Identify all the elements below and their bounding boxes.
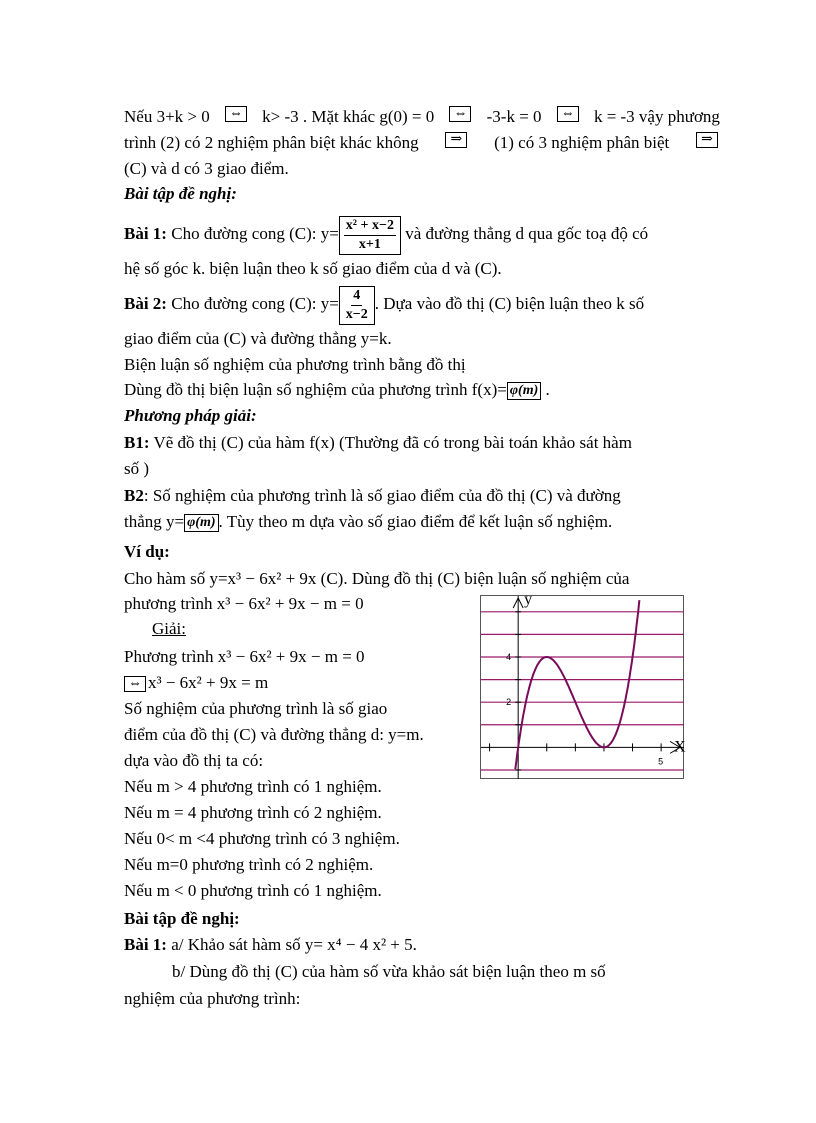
cubic-curve — [515, 600, 639, 769]
text-segment: x³ − 6x² + 9x = m — [148, 673, 269, 692]
step-b1 — [124, 432, 720, 454]
solution-line: dựa vào đồ thị ta có: — [124, 751, 264, 770]
section-heading: Bài tập đề nghị: — [124, 909, 240, 928]
case-line: Nếu 0< m <4 phương trình có 3 nghiệm. — [124, 829, 400, 848]
solution-line — [124, 672, 268, 694]
graph-frame — [481, 596, 684, 779]
case-line: Nếu m > 4 phương trình có 1 nghiệm. — [124, 777, 382, 796]
iff-symbol: ⇔ — [449, 106, 471, 122]
exercise-label: Bài 1: — [124, 224, 167, 243]
step-b2-line-2 — [124, 511, 612, 533]
text-segment: b/ Dùng đồ thị (C) của hàm số vừa khảo sát biện luận theo m số — [172, 962, 606, 981]
y-tick-label: 4 — [506, 652, 512, 662]
text-segment — [124, 485, 621, 507]
fraction — [339, 286, 375, 325]
exercise-3-line-3: nghiệm của phương trình: — [124, 989, 301, 1008]
text-segment: . Tùy theo m dựa vào số giao điểm để kết luận số nghiệm. — [218, 512, 613, 531]
exercise-1 — [124, 210, 648, 258]
section-heading: Bài tập đề nghị: — [124, 184, 237, 203]
exercise-2-line-2: giao điểm của (C) và đường thẳng y=k. — [124, 329, 392, 348]
solution-heading: Giải: — [152, 619, 186, 638]
function-graph — [480, 590, 690, 780]
text-segment: : Số nghiệm của phương trình là số giao điểm của đồ thị (C) và đường — [143, 486, 621, 505]
step-label: B1: — [124, 433, 150, 452]
y-axis-label: y — [524, 591, 533, 608]
step-label: B2 — [124, 486, 144, 505]
step-b1-line-2: số ) — [124, 459, 150, 478]
fraction — [339, 216, 401, 255]
exercise-3 — [124, 934, 417, 956]
text-segment: Dùng đồ thị biện luận số nghiệm của phương trình f(x)= — [124, 380, 507, 399]
x-tick-label: 5 — [658, 756, 664, 767]
solution-line: Phương trình x³ − 6x² + 9x − m = 0 — [124, 647, 365, 666]
text-segment: Cho đường cong (C): y= — [171, 294, 339, 313]
exercise-2 — [124, 280, 644, 328]
phi-m-symbol: φ(m) — [507, 382, 541, 400]
numerator: x² + x−2 — [344, 218, 396, 236]
x-axis-label: X — [674, 738, 686, 756]
case-line: Nếu m = 4 phương trình có 2 nghiệm. — [124, 803, 382, 822]
para-1-line-3: (C) và d có 3 giao điểm. — [124, 159, 289, 178]
exercise-1-line-2: hệ số góc k. biện luận theo k số giao điểm của d và (C). — [124, 259, 502, 278]
ticks — [490, 612, 664, 770]
text-segment: Nếu 3+k > 0 — [124, 107, 210, 126]
numerator: 4 — [351, 288, 362, 306]
text-segment: . Dựa vào đồ thị (C) biện luận theo k số — [374, 294, 645, 313]
case-line: Nếu m=0 phương trình có 2 nghiệm. — [124, 855, 374, 874]
denominator: x+1 — [358, 236, 381, 252]
implies-symbol: ⇒ — [445, 132, 467, 148]
text-segment: Vẽ đồ thị (C) của hàm f(x) (Thường đã có trong bài toán khảo sát hàm — [153, 433, 632, 452]
text-segment: trình (2) có 2 nghiệm phân biệt khác không — [124, 133, 419, 152]
phi-m-symbol: φ(m) — [184, 514, 218, 532]
example-line-1: Cho hàm số y=x³ − 6x² + 9x (C). Dùng đồ thị (C) biện luận số nghiệm của — [124, 569, 630, 588]
implies-symbol: ⇒ — [696, 132, 718, 148]
text-segment: k> -3 . Mặt khác g(0) = 0 — [262, 107, 435, 126]
intro-line — [124, 379, 550, 401]
text-segment — [124, 432, 632, 454]
text-segment: a/ Khảo sát hàm số y= x⁴ − 4 x² + 5. — [171, 935, 417, 954]
example-heading: Ví dụ: — [124, 542, 170, 561]
y-tick-label: 2 — [506, 697, 512, 708]
step-b2 — [124, 485, 720, 507]
text-segment: . — [545, 380, 550, 399]
text-segment: Cho đường cong (C): y= — [171, 224, 339, 243]
para-1-line-1 — [124, 106, 720, 128]
text-segment: -3-k = 0 — [486, 107, 542, 126]
axes — [481, 596, 684, 779]
solution-line: điểm của đồ thị (C) và đường thẳng d: y=m. — [124, 725, 424, 744]
exercise-label: Bài 2: — [124, 294, 167, 313]
exercise-3-line-2 — [172, 961, 720, 983]
subtitle: Biện luận số nghiệm của phương trình bằng đồ thị — [124, 355, 466, 374]
para-1-line-2 — [124, 132, 720, 154]
section-heading: Phương pháp giải: — [124, 406, 257, 425]
iff-symbol: ⇔ — [557, 106, 579, 122]
solution-line: Số nghiệm của phương trình là số giao — [124, 699, 388, 718]
iff-symbol: ⇔ — [124, 676, 146, 692]
text-segment: k = -3 vậy phương — [593, 107, 720, 126]
text-segment: (1) có 3 nghiệm phân biệt — [494, 133, 670, 152]
exercise-label: Bài 1: — [124, 935, 167, 954]
case-line: Nếu m < 0 phương trình có 1 nghiệm. — [124, 881, 382, 900]
iff-symbol: ⇔ — [225, 106, 247, 122]
denominator: x−2 — [345, 306, 368, 322]
text-segment: và đường thẳng d qua gốc toạ độ có — [405, 224, 649, 243]
text-segment: thẳng y= — [124, 512, 185, 531]
example-line-2: phương trình x³ − 6x² + 9x − m = 0 — [124, 594, 364, 613]
grid — [481, 612, 684, 770]
